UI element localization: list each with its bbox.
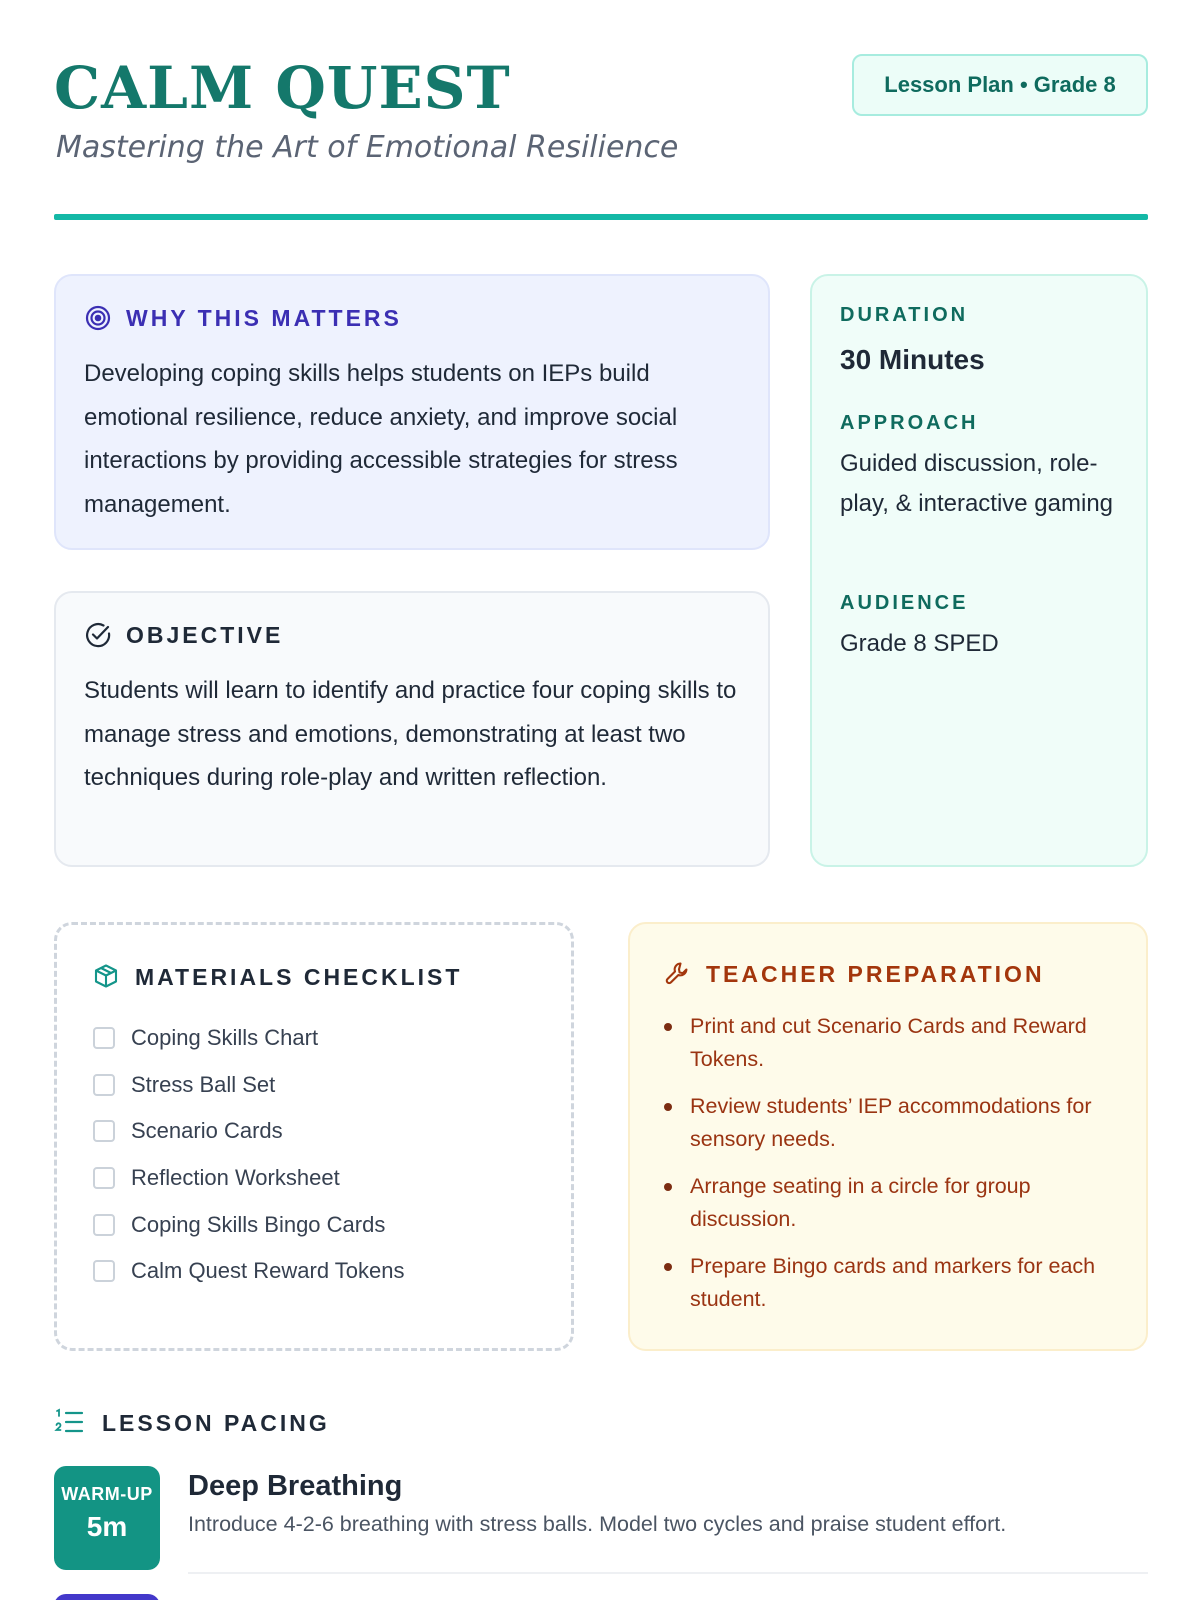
phase-label: WARM-UP (61, 1484, 153, 1504)
material-label: Stress Ball Set (131, 1071, 276, 1097)
duration-value: 30 Minutes (840, 344, 985, 375)
material-label: Reflection Worksheet (131, 1165, 340, 1191)
materials-heading (93, 963, 462, 991)
material-item[interactable] (93, 1062, 405, 1109)
checkbox[interactable] (93, 1167, 115, 1189)
material-item[interactable] (93, 1155, 405, 1202)
checkbox[interactable] (93, 1260, 115, 1282)
next-phase-badge (54, 1594, 160, 1600)
material-label: Scenario Cards (131, 1118, 283, 1144)
prep-item: Prepare Bingo cards and markers for each student. (662, 1250, 1112, 1316)
material-item[interactable] (93, 1248, 405, 1295)
checkbox[interactable] (93, 1120, 115, 1142)
why-body: Developing coping skills helps students on IEPs build emotional resilience, reduce anxiety, and improve social interactions by providing accessible strategies for stress management. (84, 360, 678, 518)
step-divider (188, 1572, 1148, 1574)
why-heading (84, 304, 402, 332)
material-label: Coping Skills Bingo Cards (131, 1211, 386, 1237)
checkbox[interactable] (93, 1074, 115, 1096)
materials-list (93, 1015, 405, 1295)
audience-label: AUDIENCE (840, 592, 969, 614)
step-description: Introduce 4-2-6 breathing with stress balls. Model two cycles and praise student effort. (188, 1512, 1007, 1536)
header-divider (54, 214, 1148, 220)
step-title: Deep Breathing (188, 1470, 403, 1502)
why-this-matters-card (54, 274, 770, 550)
audience-value: Grade 8 SPED (840, 630, 999, 657)
objective-heading-text: OBJECTIVE (126, 621, 284, 648)
approach-value: Guided discussion, role-play, & interactive gaming (840, 450, 1114, 517)
materials-checklist-card (54, 922, 574, 1351)
why-heading-text: WHY THIS MATTERS (126, 304, 402, 331)
duration-label: DURATION (840, 304, 969, 326)
page-subtitle: Mastering the Art of Emotional Resilience (56, 130, 679, 165)
checkbox[interactable] (93, 1214, 115, 1236)
lesson-info-card (810, 274, 1148, 867)
prep-item: Print and cut Scenario Cards and Reward Tokens. (662, 1010, 1112, 1076)
wrench-icon (664, 960, 692, 988)
prep-list (662, 1010, 1112, 1330)
prep-heading-text: TEACHER PREPARATION (706, 960, 1045, 987)
material-item[interactable] (93, 1108, 405, 1155)
materials-heading-text: MATERIALS CHECKLIST (135, 963, 463, 990)
check-circle-icon (84, 621, 112, 649)
target-icon (84, 304, 112, 332)
objective-heading (84, 621, 283, 649)
material-label: Calm Quest Reward Tokens (131, 1258, 405, 1284)
objective-card (54, 591, 770, 867)
teacher-preparation-card (628, 922, 1148, 1351)
phase-time: 5m (86, 1511, 128, 1542)
pacing-heading-text: LESSON PACING (102, 1409, 330, 1436)
page-title: CALM QUEST (54, 54, 511, 122)
phase-badge (54, 1466, 160, 1570)
objective-body: Students will learn to identify and practice four coping skills to manage stress and emotions, demonstrating at least two techniques during role-play and written reflection. (84, 677, 737, 791)
lesson-badge: Lesson Plan • Grade 8 (852, 54, 1148, 116)
prep-item: Arrange seating in a circle for group discussion. (662, 1170, 1112, 1236)
prep-item: Review students’ IEP accommodations for sensory needs. (662, 1090, 1112, 1156)
approach-label: APPROACH (840, 412, 979, 434)
material-label: Coping Skills Chart (131, 1025, 319, 1051)
prep-heading (664, 960, 1045, 988)
pacing-heading (54, 1408, 330, 1438)
numbered-list-icon (54, 1408, 86, 1438)
checkbox[interactable] (93, 1027, 115, 1049)
material-item[interactable] (93, 1015, 405, 1062)
box-icon (93, 963, 121, 991)
material-item[interactable] (93, 1201, 405, 1248)
